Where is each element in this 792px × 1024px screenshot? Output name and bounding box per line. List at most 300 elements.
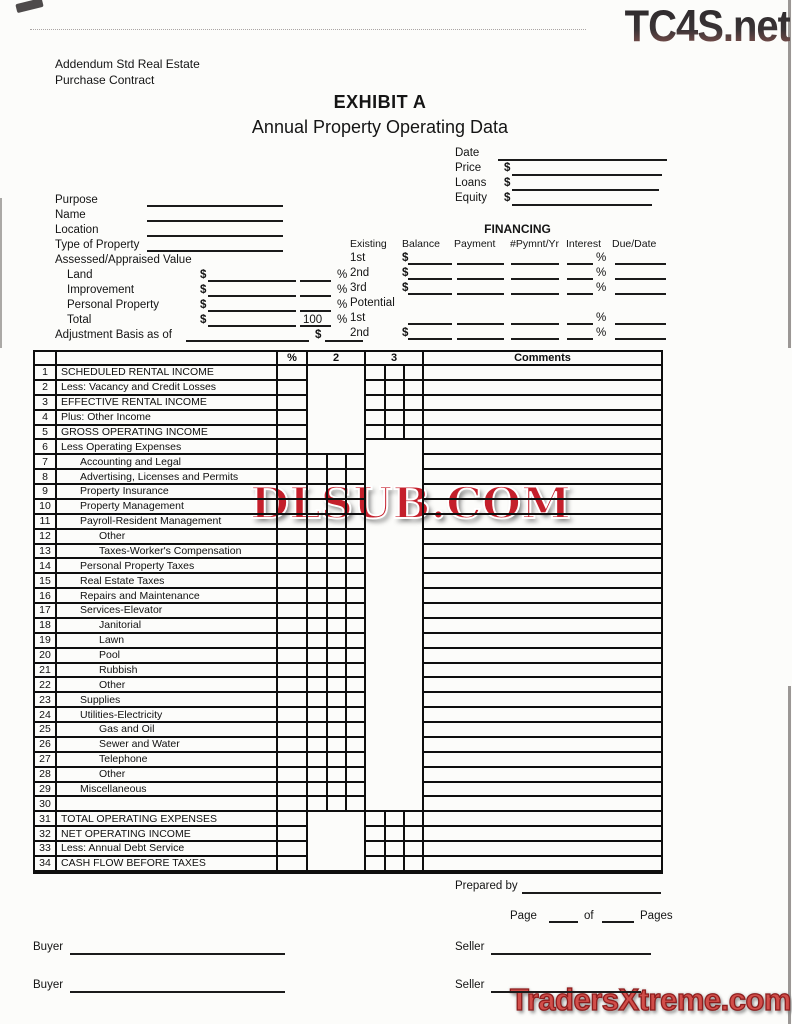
table-row-27 [35, 753, 661, 768]
col2-sub-3 [347, 574, 366, 589]
table-row-34 [35, 857, 661, 872]
financing-dollar-sign: $ [402, 252, 409, 264]
row-number: 18 [35, 619, 57, 634]
pct-cell [278, 842, 308, 857]
col2-sub-2 [328, 678, 347, 693]
row-label: Repairs and Maintenance [57, 589, 278, 604]
col2-sub-2 [328, 485, 347, 500]
pct-cell [278, 738, 308, 753]
col3-sub-1 [366, 411, 386, 426]
col2-sub-1 [308, 649, 328, 664]
row-number: 2 [35, 381, 57, 396]
row-number: 23 [35, 693, 57, 708]
row-label: Less Operating Expenses [57, 440, 278, 455]
col2-sub-3 [347, 753, 366, 768]
col3-merged [366, 723, 424, 738]
financing-col-payment: Payment [454, 238, 496, 250]
col3-merged [366, 604, 424, 619]
col3-sub-3 [405, 827, 424, 842]
pct-cell [278, 753, 308, 768]
table-row-15 [35, 574, 661, 589]
col2-sub-3 [347, 693, 366, 708]
col2-sub-3 [347, 738, 366, 753]
table-row-10 [35, 500, 661, 515]
table-row-32 [35, 827, 661, 842]
percent-sign: % [596, 252, 607, 264]
deal-write-line [498, 159, 667, 161]
financing-write-line [457, 278, 504, 280]
adjustment-amount-line [325, 340, 363, 342]
col3-sub-2 [386, 381, 405, 396]
col2-sub-3 [347, 470, 366, 485]
col2-sub-3 [347, 634, 366, 649]
percent-sign: % [337, 284, 348, 296]
col2-sub-2 [328, 455, 347, 470]
seller-line-2 [491, 991, 641, 993]
comments-cell [424, 381, 661, 396]
col2-sub-3 [347, 559, 366, 574]
row-label: Less: Annual Debt Service [57, 842, 278, 857]
row-number: 1 [35, 366, 57, 381]
row-number: 32 [35, 827, 57, 842]
col3-merged [366, 693, 424, 708]
deal-row-label-equity: Equity [455, 192, 487, 204]
row-number: 22 [35, 678, 57, 693]
row-number: 6 [35, 440, 57, 455]
financing-write-line [511, 263, 559, 265]
col3-merged [366, 485, 424, 500]
pct-cell [278, 426, 308, 441]
comments-cell [424, 470, 661, 485]
pct-cell [278, 634, 308, 649]
row-label: Other [57, 768, 278, 783]
col2-sub-2 [328, 574, 347, 589]
pct-cell [278, 470, 308, 485]
comments-cell [424, 649, 661, 664]
col2-sub-2 [328, 783, 347, 798]
deal-write-line [512, 204, 652, 206]
row-number: 33 [35, 842, 57, 857]
name-line [147, 220, 283, 222]
comments-cell [424, 426, 661, 441]
table-row-25 [35, 723, 661, 738]
apod-table [33, 350, 663, 874]
pct-cell [278, 693, 308, 708]
financing-write-line [457, 293, 504, 295]
pct-cell [278, 500, 308, 515]
col3-merged [366, 530, 424, 545]
col2-sub-1 [308, 753, 328, 768]
financing-col-existing: Existing [350, 238, 387, 250]
comments-cell [424, 455, 661, 470]
row-label: Services-Elevator [57, 604, 278, 619]
buyer-line-2 [70, 991, 285, 993]
col2-merged [308, 857, 366, 872]
col2-sub-2 [328, 753, 347, 768]
row-number: 34 [35, 857, 57, 872]
row-label: Utilities-Electricity [57, 708, 278, 723]
col2-sub-2 [328, 664, 347, 679]
col2-sub-2 [328, 559, 347, 574]
seller-line-1 [491, 953, 651, 955]
seller-label-2: Seller [455, 979, 485, 991]
row-label: Advertising, Licenses and Permits [57, 470, 278, 485]
financing-row-label: 1st [350, 252, 366, 264]
financing-write-line [615, 293, 666, 295]
deal-dollar-sign: $ [504, 192, 511, 204]
value-dollar-sign: $ [200, 269, 207, 281]
col3-sub-2 [386, 396, 405, 411]
col2-sub-1 [308, 723, 328, 738]
row-number: 9 [35, 485, 57, 500]
col3-sub-3 [405, 812, 424, 827]
row-label: Supplies [57, 693, 278, 708]
col3-sub-3 [405, 857, 424, 872]
scan-artifact-right-bottom [788, 686, 791, 1024]
comments-cell [424, 574, 661, 589]
value-amount-line [208, 295, 296, 297]
col2-sub-2 [328, 619, 347, 634]
comments-cell [424, 783, 661, 798]
col2-sub-1 [308, 455, 328, 470]
table-row-31 [35, 812, 661, 827]
value-row-label: Total [67, 314, 92, 326]
financing-row-label: 2nd [350, 267, 370, 279]
row-label: Taxes-Worker's Compensation [57, 545, 278, 560]
deal-row-label-loans: Loans [455, 177, 487, 189]
comments-cell [424, 634, 661, 649]
col3-merged [366, 574, 424, 589]
row-label: Lawn [57, 634, 278, 649]
deal-dollar-sign: $ [504, 177, 511, 189]
col2-sub-1 [308, 574, 328, 589]
col2-merged [308, 381, 366, 396]
row-number: 17 [35, 604, 57, 619]
table-row-17 [35, 604, 661, 619]
row-label: Property Management [57, 500, 278, 515]
row-label: NET OPERATING INCOME [57, 827, 278, 842]
col3-merged [366, 753, 424, 768]
comments-cell [424, 812, 661, 827]
financing-write-line [511, 323, 559, 325]
financing-row-label: Potential [350, 297, 395, 309]
table-row-18 [35, 619, 661, 634]
seller-label-1: Seller [455, 941, 485, 953]
value-dollar-sign: $ [200, 299, 207, 311]
exhibit-heading: EXHIBIT A [333, 92, 427, 112]
pct-cell [278, 768, 308, 783]
pct-cell [278, 604, 308, 619]
table-row-33 [35, 842, 661, 857]
table-row-1 [35, 366, 661, 381]
type-of-property-line [147, 250, 283, 252]
col3-sub-2 [386, 827, 405, 842]
table-row-11 [35, 515, 661, 530]
deal-row-label-date: Date [455, 147, 480, 159]
prepared-by-line [522, 892, 661, 894]
col3-merged [366, 678, 424, 693]
financing-write-line [567, 338, 593, 340]
col3-sub-2 [386, 812, 405, 827]
col3-sub-3 [405, 426, 424, 441]
col2-sub-1 [308, 485, 328, 500]
comments-cell [424, 708, 661, 723]
row-number: 11 [35, 515, 57, 530]
col2-sub-3 [347, 619, 366, 634]
financing-dollar-sign: $ [402, 327, 409, 339]
buyer-label-2: Buyer [33, 979, 64, 991]
header-num [35, 352, 57, 366]
comments-cell [424, 738, 661, 753]
row-label: Rubbish [57, 664, 278, 679]
value-pct-line [300, 325, 331, 327]
row-number: 13 [35, 545, 57, 560]
scan-artifact-top-left [15, 0, 43, 13]
table-row-28 [35, 768, 661, 783]
pct-cell [278, 783, 308, 798]
col3-sub-1 [366, 381, 386, 396]
percent-sign: % [596, 312, 607, 324]
col2-sub-1 [308, 708, 328, 723]
row-label: Less: Vacancy and Credit Losses [57, 381, 278, 396]
col2-sub-2 [328, 738, 347, 753]
col2-sub-3 [347, 515, 366, 530]
adjustment-dollar-sign: $ [315, 329, 322, 341]
col2-sub-3 [347, 678, 366, 693]
header-comments: Comments [424, 352, 661, 366]
col2-merged [308, 812, 366, 827]
col2-sub-3 [347, 783, 366, 798]
col2-sub-2 [328, 545, 347, 560]
scan-artifact-left [0, 198, 2, 348]
adjustment-basis-line [186, 340, 309, 342]
col3-sub-1 [366, 426, 386, 441]
header-pct: % [278, 352, 308, 366]
col2-sub-3 [347, 500, 366, 515]
pages-total-line [602, 921, 634, 923]
financing-col-interest: Interest [566, 238, 602, 250]
financing-title: FINANCING [484, 222, 551, 236]
col2-merged [308, 440, 366, 455]
comments-cell [424, 366, 661, 381]
col3-sub-2 [386, 411, 405, 426]
prepared-by-label: Prepared by [455, 880, 518, 892]
pct-cell [278, 515, 308, 530]
col2-merged [308, 842, 366, 857]
col2-sub-1 [308, 738, 328, 753]
row-number: 10 [35, 500, 57, 515]
value-row-label: Land [67, 269, 93, 281]
deal-write-line [512, 189, 659, 191]
comments-cell [424, 411, 661, 426]
col3-merged [366, 515, 424, 530]
row-label: GROSS OPERATING INCOME [57, 426, 278, 441]
value-pct-value: 100 [303, 314, 323, 326]
financing-dollar-sign: $ [402, 282, 409, 294]
col2-sub-1 [308, 634, 328, 649]
percent-sign: % [596, 267, 607, 279]
financing-write-line [511, 293, 559, 295]
financing-row-label: 2nd [350, 327, 370, 339]
financing-write-line [408, 293, 452, 295]
col2-sub-3 [347, 455, 366, 470]
pct-cell [278, 857, 308, 872]
row-label: Gas and Oil [57, 723, 278, 738]
comments-cell [424, 500, 661, 515]
table-row-30 [35, 797, 661, 812]
comments-cell [424, 530, 661, 545]
financing-write-line [408, 278, 452, 280]
financing-write-line [567, 293, 593, 295]
location-line [147, 235, 283, 237]
col2-sub-1 [308, 470, 328, 485]
financing-col-balance: Balance [402, 238, 440, 250]
pct-cell [278, 723, 308, 738]
col3-merged [366, 797, 424, 812]
pct-cell [278, 812, 308, 827]
col2-sub-2 [328, 723, 347, 738]
financing-write-line [615, 338, 666, 340]
pct-cell [278, 366, 308, 381]
comments-cell [424, 396, 661, 411]
col2-merged [308, 426, 366, 441]
table-row-13 [35, 545, 661, 560]
col2-sub-1 [308, 589, 328, 604]
pct-cell [278, 530, 308, 545]
row-number: 31 [35, 812, 57, 827]
col3-sub-1 [366, 842, 386, 857]
row-label: Telephone [57, 753, 278, 768]
deal-row-label-price: Price [455, 162, 482, 174]
value-pct-line [300, 280, 331, 282]
pct-cell [278, 485, 308, 500]
header-col3: 3 [366, 352, 424, 366]
row-number: 3 [35, 396, 57, 411]
table-row-12 [35, 530, 661, 545]
table-row-6 [35, 440, 661, 455]
col2-sub-2 [328, 797, 347, 812]
row-number: 29 [35, 783, 57, 798]
col3-sub-1 [366, 396, 386, 411]
value-amount-line [208, 325, 296, 327]
comments-cell [424, 827, 661, 842]
value-dollar-sign: $ [200, 284, 207, 296]
financing-write-line [408, 263, 452, 265]
table-row-7 [35, 455, 661, 470]
col3-merged [366, 664, 424, 679]
purpose-label: Purpose [55, 194, 98, 206]
value-dollar-sign: $ [200, 314, 207, 326]
comments-cell [424, 589, 661, 604]
row-number: 12 [35, 530, 57, 545]
financing-write-line [408, 323, 452, 325]
addendum-line-1: Addendum Std Real Estate [55, 57, 200, 71]
col3-sub-2 [386, 842, 405, 857]
col2-sub-1 [308, 515, 328, 530]
col2-sub-3 [347, 485, 366, 500]
financing-row-label: 3rd [350, 282, 367, 294]
table-row-4 [35, 411, 661, 426]
table-row-22 [35, 678, 661, 693]
comments-cell [424, 485, 661, 500]
row-number: 21 [35, 664, 57, 679]
financing-write-line [615, 278, 666, 280]
col3-merged [366, 634, 424, 649]
assessed-value-label: Assessed/Appraised Value [55, 254, 192, 266]
percent-sign: % [337, 299, 348, 311]
buyer-line-1 [70, 953, 285, 955]
col3-merged [366, 768, 424, 783]
col2-sub-1 [308, 783, 328, 798]
financing-write-line [567, 278, 593, 280]
col3-sub-1 [366, 827, 386, 842]
financing-col-pymnt-yr: #Pymnt/Yr [510, 238, 560, 250]
pct-cell [278, 440, 308, 455]
pct-cell [278, 559, 308, 574]
row-label: Miscellaneous [57, 783, 278, 798]
value-pct-line [300, 295, 331, 297]
financing-write-line [511, 338, 559, 340]
location-label: Location [55, 224, 99, 236]
watermark-tradersxtreme: TradersXtreme.com [510, 982, 791, 1017]
financing-write-line [408, 338, 452, 340]
col2-merged [308, 827, 366, 842]
percent-sign: % [596, 282, 607, 294]
of-label: of [584, 910, 594, 922]
col2-sub-1 [308, 768, 328, 783]
col2-sub-2 [328, 693, 347, 708]
comments-cell [424, 678, 661, 693]
col2-sub-1 [308, 500, 328, 515]
row-label: Sewer and Water [57, 738, 278, 753]
col3-sub-2 [386, 857, 405, 872]
deal-dollar-sign: $ [504, 162, 511, 174]
col2-sub-1 [308, 664, 328, 679]
financing-write-line [457, 323, 504, 325]
comments-cell [424, 545, 661, 560]
row-label: Pool [57, 649, 278, 664]
watermark-tc4s: TC4S.net [624, 2, 790, 52]
row-label: Plus: Other Income [57, 411, 278, 426]
row-number: 30 [35, 797, 57, 812]
financing-write-line [567, 263, 593, 265]
col3-merged [366, 500, 424, 515]
value-amount-line [208, 280, 296, 282]
pct-cell [278, 708, 308, 723]
pct-cell [278, 589, 308, 604]
col2-sub-3 [347, 664, 366, 679]
comments-cell [424, 857, 661, 872]
col3-merged [366, 738, 424, 753]
row-number: 8 [35, 470, 57, 485]
row-number: 27 [35, 753, 57, 768]
page-title: Annual Property Operating Data [251, 117, 509, 137]
col2-sub-2 [328, 530, 347, 545]
pct-cell [278, 455, 308, 470]
row-label: Personal Property Taxes [57, 559, 278, 574]
pct-cell [278, 411, 308, 426]
col3-merged [366, 708, 424, 723]
comments-cell [424, 842, 661, 857]
col3-merged [366, 649, 424, 664]
col2-sub-3 [347, 589, 366, 604]
pct-cell [278, 678, 308, 693]
col2-sub-2 [328, 708, 347, 723]
financing-write-line [615, 323, 666, 325]
row-label: Real Estate Taxes [57, 574, 278, 589]
table-row-29 [35, 783, 661, 798]
col3-sub-1 [366, 366, 386, 381]
